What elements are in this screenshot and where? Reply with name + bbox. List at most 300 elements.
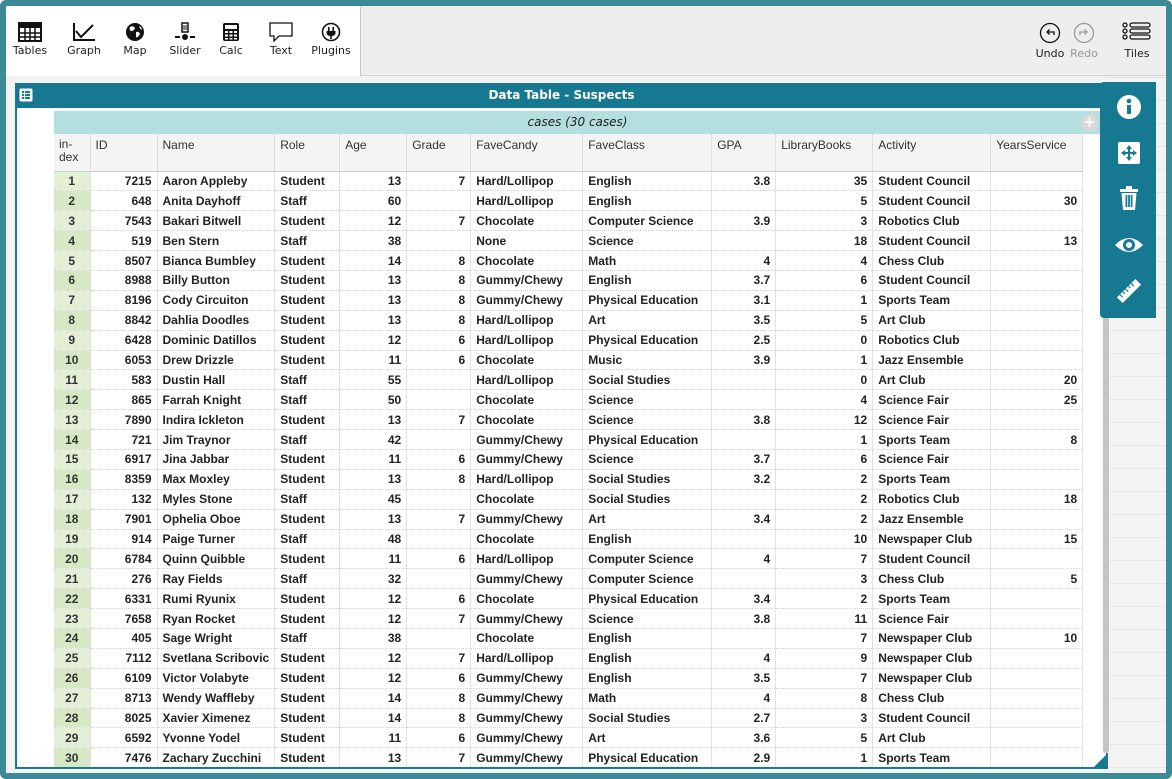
table-cell[interactable]: Math — [583, 251, 712, 271]
table-cell[interactable]: Jazz Ensemble — [873, 350, 991, 370]
table-cell[interactable]: Chocolate — [471, 251, 583, 271]
table-cell[interactable] — [991, 449, 1083, 469]
table-cell[interactable]: 30 — [991, 191, 1083, 211]
table-cell[interactable]: Student — [275, 290, 340, 310]
table-cell[interactable]: 7 — [776, 549, 873, 569]
table-cell[interactable]: Staff — [275, 628, 340, 648]
table-cell[interactable] — [991, 728, 1083, 748]
table-cell[interactable]: 7901 — [90, 509, 157, 529]
table-cell[interactable]: Music — [583, 350, 712, 370]
table-cell[interactable]: Ophelia Oboe — [157, 509, 275, 529]
table-cell[interactable]: Gummy/Chewy — [471, 748, 583, 767]
table-cell[interactable]: 0 — [776, 330, 873, 350]
table-cell[interactable]: 865 — [90, 390, 157, 410]
table-cell[interactable]: 6053 — [90, 350, 157, 370]
redo-button[interactable] — [1068, 22, 1100, 60]
table-cell[interactable]: Wendy Waffleby — [157, 688, 275, 708]
table-cell[interactable]: 18 — [776, 231, 873, 251]
table-cell[interactable]: Ray Fields — [157, 569, 275, 589]
table-cell[interactable]: Newspaper Club — [873, 529, 991, 549]
slider-tool-button[interactable] — [166, 22, 204, 72]
table-cell[interactable]: 7 — [776, 668, 873, 688]
table-row[interactable] — [54, 509, 1083, 529]
table-cell[interactable]: Physical Education — [583, 430, 712, 450]
table-cell[interactable]: Science — [583, 390, 712, 410]
table-cell[interactable]: Gummy/Chewy — [471, 708, 583, 728]
table-cell[interactable]: 3.5 — [712, 668, 776, 688]
table-row[interactable] — [54, 251, 1083, 271]
table-cell[interactable]: 6 — [407, 728, 471, 748]
table-cell[interactable]: 12 — [340, 609, 407, 629]
table-cell[interactable]: 12 — [340, 589, 407, 609]
column-header[interactable]: ID — [90, 134, 157, 171]
table-cell[interactable] — [991, 270, 1083, 290]
table-cell[interactable] — [407, 430, 471, 450]
table-cell[interactable]: 11 — [776, 609, 873, 629]
table-cell[interactable]: 12 — [776, 410, 873, 430]
table-cell[interactable]: 35 — [776, 171, 873, 191]
hide-show-button[interactable] — [1110, 226, 1148, 264]
column-header[interactable]: FaveClass — [583, 134, 712, 171]
table-cell[interactable]: Art Club — [873, 728, 991, 748]
table-cell[interactable] — [991, 171, 1083, 191]
table-cell[interactable]: Ryan Rocket — [157, 609, 275, 629]
table-cell[interactable]: 8713 — [90, 688, 157, 708]
table-cell[interactable]: None — [471, 231, 583, 251]
table-cell[interactable]: 8196 — [90, 290, 157, 310]
table-cell[interactable]: Jim Traynor — [157, 430, 275, 450]
table-cell[interactable]: Student — [275, 310, 340, 330]
table-cell[interactable] — [991, 748, 1083, 767]
table-cell[interactable]: Sports Team — [873, 430, 991, 450]
table-row[interactable] — [54, 728, 1083, 748]
table-cell[interactable]: Sports Team — [873, 290, 991, 310]
table-cell[interactable]: Sports Team — [873, 748, 991, 767]
table-cell[interactable]: 276 — [90, 569, 157, 589]
column-header[interactable]: Activity — [873, 134, 991, 171]
undo-button[interactable] — [1034, 22, 1066, 60]
table-row[interactable] — [54, 350, 1083, 370]
table-cell[interactable]: 50 — [340, 390, 407, 410]
table-cell[interactable]: 12 — [340, 668, 407, 688]
table-row[interactable] — [54, 609, 1083, 629]
table-row[interactable] — [54, 449, 1083, 469]
table-cell[interactable]: 6331 — [90, 589, 157, 609]
table-cell[interactable]: 13 — [340, 171, 407, 191]
table-cell[interactable]: 3.4 — [712, 589, 776, 609]
table-cell[interactable]: 15 — [991, 529, 1083, 549]
table-cell[interactable]: 7 — [407, 509, 471, 529]
table-cell[interactable] — [991, 509, 1083, 529]
table-cell[interactable]: 7543 — [90, 211, 157, 231]
table-cell[interactable]: 11 — [340, 728, 407, 748]
table-cell[interactable] — [991, 290, 1083, 310]
table-cell[interactable]: Hard/Lollipop — [471, 549, 583, 569]
table-cell[interactable]: Dominic Datillos — [157, 330, 275, 350]
table-cell[interactable] — [407, 370, 471, 390]
table-cell[interactable]: Hard/Lollipop — [471, 171, 583, 191]
table-cell[interactable]: Chocolate — [471, 211, 583, 231]
table-cell[interactable]: English — [583, 171, 712, 191]
table-row[interactable] — [54, 688, 1083, 708]
column-header[interactable]: Age — [340, 134, 407, 171]
table-cell[interactable]: Sports Team — [873, 469, 991, 489]
table-row[interactable] — [54, 489, 1083, 509]
table-cell[interactable]: 5 — [776, 310, 873, 330]
table-cell[interactable]: Gummy/Chewy — [471, 290, 583, 310]
table-cell[interactable]: 7215 — [90, 171, 157, 191]
table-cell[interactable]: Student — [275, 251, 340, 271]
table-cell[interactable]: Student — [275, 469, 340, 489]
table-cell[interactable]: Staff — [275, 569, 340, 589]
table-cell[interactable]: Hard/Lollipop — [471, 370, 583, 390]
table-cell[interactable]: 6 — [407, 549, 471, 569]
table-cell[interactable]: 3.8 — [712, 609, 776, 629]
table-cell[interactable]: 2.9 — [712, 748, 776, 767]
table-cell[interactable] — [991, 330, 1083, 350]
table-cell[interactable]: 7 — [407, 648, 471, 668]
table-cell[interactable]: Student — [275, 171, 340, 191]
table-cell[interactable]: 6 — [776, 270, 873, 290]
table-cell[interactable]: Student — [275, 609, 340, 629]
table-cell[interactable] — [991, 668, 1083, 688]
table-cell[interactable]: Physical Education — [583, 330, 712, 350]
table-cell[interactable]: Staff — [275, 390, 340, 410]
table-cell[interactable] — [991, 350, 1083, 370]
table-cell[interactable]: 25 — [991, 390, 1083, 410]
table-cell[interactable]: 38 — [340, 231, 407, 251]
table-cell[interactable]: Dustin Hall — [157, 370, 275, 390]
table-cell[interactable]: Art — [583, 509, 712, 529]
table-cell[interactable]: Robotics Club — [873, 330, 991, 350]
table-cell[interactable]: Gummy/Chewy — [471, 728, 583, 748]
rescale-button[interactable] — [1110, 134, 1148, 172]
table-cell[interactable]: Jina Jabbar — [157, 449, 275, 469]
table-cell[interactable] — [712, 191, 776, 211]
table-cell[interactable]: Student Council — [873, 231, 991, 251]
table-cell[interactable]: Gummy/Chewy — [471, 449, 583, 469]
table-cell[interactable]: Gummy/Chewy — [471, 270, 583, 290]
table-row[interactable] — [54, 171, 1083, 191]
table-cell[interactable]: Staff — [275, 191, 340, 211]
table-cell[interactable] — [991, 310, 1083, 330]
table-cell[interactable]: 3.4 — [712, 509, 776, 529]
table-cell[interactable]: 13 — [340, 748, 407, 767]
table-cell[interactable]: 648 — [90, 191, 157, 211]
table-cell[interactable]: 7476 — [90, 748, 157, 767]
table-cell[interactable]: Staff — [275, 430, 340, 450]
table-cell[interactable]: 6428 — [90, 330, 157, 350]
table-cell[interactable]: 8842 — [90, 310, 157, 330]
table-cell[interactable]: 2 — [776, 589, 873, 609]
table-cell[interactable]: Computer Science — [583, 211, 712, 231]
table-cell[interactable]: 11 — [340, 549, 407, 569]
table-cell[interactable]: 7 — [407, 748, 471, 767]
add-attribute-button[interactable]: + — [1081, 114, 1098, 131]
table-cell[interactable]: Art — [583, 310, 712, 330]
table-cell[interactable]: 7112 — [90, 648, 157, 668]
column-header[interactable]: LibraryBooks — [776, 134, 873, 171]
table-cell[interactable]: Chess Club — [873, 569, 991, 589]
table-cell[interactable]: Chocolate — [471, 390, 583, 410]
table-cell[interactable]: 42 — [340, 430, 407, 450]
data-table-tile[interactable] — [15, 83, 1108, 769]
table-cell[interactable]: Gummy/Chewy — [471, 569, 583, 589]
table-cell[interactable]: Hard/Lollipop — [471, 330, 583, 350]
table-cell[interactable]: Newspaper Club — [873, 628, 991, 648]
table-cell[interactable]: Quinn Quibble — [157, 549, 275, 569]
table-cell[interactable]: Physical Education — [583, 748, 712, 767]
table-cell[interactable]: 8 — [407, 310, 471, 330]
table-cell[interactable]: Hard/Lollipop — [471, 648, 583, 668]
table-cell[interactable]: 914 — [90, 529, 157, 549]
table-cell[interactable]: Cody Circuiton — [157, 290, 275, 310]
column-header[interactable]: GPA — [712, 134, 776, 171]
table-cell[interactable]: Science — [583, 609, 712, 629]
table-cell[interactable]: 6 — [776, 449, 873, 469]
table-cell[interactable]: English — [583, 191, 712, 211]
table-cell[interactable]: Student Council — [873, 270, 991, 290]
table-cell[interactable]: Chocolate — [471, 628, 583, 648]
column-header[interactable]: Grade — [407, 134, 471, 171]
table-cell[interactable]: Student Council — [873, 708, 991, 728]
table-cell[interactable]: 2.7 — [712, 708, 776, 728]
map-tool-button[interactable] — [118, 22, 152, 72]
table-cell[interactable] — [991, 251, 1083, 271]
table-cell[interactable]: 7 — [407, 609, 471, 629]
table-cell[interactable]: Ben Stern — [157, 231, 275, 251]
table-cell[interactable]: Social Studies — [583, 708, 712, 728]
table-cell[interactable]: 5 — [991, 569, 1083, 589]
table-cell[interactable]: 13 — [340, 310, 407, 330]
table-cell[interactable]: Student — [275, 211, 340, 231]
table-cell[interactable]: 4 — [712, 648, 776, 668]
table-row[interactable] — [54, 469, 1083, 489]
table-cell[interactable]: Robotics Club — [873, 211, 991, 231]
table-cell[interactable]: Chocolate — [471, 529, 583, 549]
table-cell[interactable]: 18 — [991, 489, 1083, 509]
table-cell[interactable]: Student — [275, 688, 340, 708]
table-cell[interactable]: 3.2 — [712, 469, 776, 489]
table-cell[interactable]: 7 — [407, 410, 471, 430]
table-cell[interactable]: 3.8 — [712, 410, 776, 430]
table-cell[interactable]: 12 — [340, 648, 407, 668]
table-cell[interactable]: Social Studies — [583, 469, 712, 489]
table-cell[interactable] — [991, 211, 1083, 231]
table-cell[interactable] — [712, 430, 776, 450]
table-cell[interactable]: Chess Club — [873, 251, 991, 271]
table-cell[interactable]: 6109 — [90, 668, 157, 688]
table-cell[interactable]: 3.9 — [712, 350, 776, 370]
table-cell[interactable]: 7 — [776, 628, 873, 648]
table-cell[interactable] — [712, 489, 776, 509]
table-cell[interactable]: 6 — [407, 330, 471, 350]
table-cell[interactable]: Hard/Lollipop — [471, 191, 583, 211]
table-cell[interactable]: Jazz Ensemble — [873, 509, 991, 529]
table-cell[interactable]: 13 — [340, 290, 407, 310]
table-cell[interactable]: Student — [275, 410, 340, 430]
table-cell[interactable] — [991, 410, 1083, 430]
table-cell[interactable] — [991, 648, 1083, 668]
table-cell[interactable]: Gummy/Chewy — [471, 509, 583, 529]
table-cell[interactable]: 3.7 — [712, 449, 776, 469]
table-cell[interactable]: 7658 — [90, 609, 157, 629]
table-cell[interactable]: Anita Dayhoff — [157, 191, 275, 211]
table-cell[interactable]: 7890 — [90, 410, 157, 430]
table-cell[interactable]: 6592 — [90, 728, 157, 748]
table-cell[interactable]: Student — [275, 708, 340, 728]
table-cell[interactable]: Chocolate — [471, 489, 583, 509]
table-cell[interactable]: 3.1 — [712, 290, 776, 310]
table-cell[interactable]: 721 — [90, 430, 157, 450]
table-cell[interactable]: 2 — [776, 489, 873, 509]
table-cell[interactable]: Gummy/Chewy — [471, 668, 583, 688]
table-cell[interactable]: 3.7 — [712, 270, 776, 290]
table-cell[interactable]: Chocolate — [471, 410, 583, 430]
table-cell[interactable]: 4 — [776, 251, 873, 271]
table-row[interactable] — [54, 410, 1083, 430]
table-cell[interactable]: 1 — [776, 350, 873, 370]
table-cell[interactable]: 2 — [776, 469, 873, 489]
table-cell[interactable]: 14 — [340, 251, 407, 271]
table-cell[interactable]: Computer Science — [583, 569, 712, 589]
table-cell[interactable]: English — [583, 529, 712, 549]
table-cell[interactable]: Physical Education — [583, 290, 712, 310]
table-cell[interactable] — [407, 529, 471, 549]
table-cell[interactable]: English — [583, 628, 712, 648]
table-cell[interactable] — [712, 529, 776, 549]
table-cell[interactable]: Staff — [275, 529, 340, 549]
table-cell[interactable]: Gummy/Chewy — [471, 609, 583, 629]
table-cell[interactable]: 4 — [712, 688, 776, 708]
column-header[interactable]: YearsService — [991, 134, 1083, 171]
table-row[interactable] — [54, 390, 1083, 410]
table-cell[interactable]: Hard/Lollipop — [471, 469, 583, 489]
table-cell[interactable]: 1 — [776, 290, 873, 310]
tiles-button[interactable] — [1120, 22, 1154, 60]
table-row[interactable] — [54, 290, 1083, 310]
table-cell[interactable]: Social Studies — [583, 489, 712, 509]
ruler-button[interactable] — [1110, 272, 1148, 310]
table-cell[interactable] — [712, 231, 776, 251]
table-cell[interactable]: Sports Team — [873, 589, 991, 609]
table-cell[interactable]: 8 — [407, 290, 471, 310]
table-cell[interactable]: Computer Science — [583, 549, 712, 569]
table-cell[interactable]: Art — [583, 728, 712, 748]
table-cell[interactable]: 4 — [776, 390, 873, 410]
table-cell[interactable]: 13 — [340, 410, 407, 430]
table-cell[interactable]: 4 — [712, 549, 776, 569]
table-cell[interactable]: 8 — [407, 270, 471, 290]
table-cell[interactable]: Student — [275, 449, 340, 469]
table-cell[interactable]: Dahlia Doodles — [157, 310, 275, 330]
table-cell[interactable]: 0 — [776, 370, 873, 390]
table-cell[interactable]: Gummy/Chewy — [471, 430, 583, 450]
table-cell[interactable]: 5 — [776, 728, 873, 748]
table-cell[interactable]: 14 — [340, 688, 407, 708]
table-cell[interactable]: Zachary Zucchini — [157, 748, 275, 767]
table-cell[interactable]: 6 — [407, 350, 471, 370]
table-cell[interactable]: 405 — [90, 628, 157, 648]
table-cell[interactable] — [991, 469, 1083, 489]
table-cell[interactable]: Max Moxley — [157, 469, 275, 489]
table-cell[interactable]: English — [583, 270, 712, 290]
table-cell[interactable]: Chocolate — [471, 350, 583, 370]
table-cell[interactable]: 8025 — [90, 708, 157, 728]
table-cell[interactable]: Myles Stone — [157, 489, 275, 509]
column-header[interactable]: Role — [275, 134, 340, 171]
table-cell[interactable]: Sage Wright — [157, 628, 275, 648]
table-row[interactable] — [54, 569, 1083, 589]
table-cell[interactable]: 2.5 — [712, 330, 776, 350]
table-cell[interactable]: Student — [275, 728, 340, 748]
table-cell[interactable]: 3 — [776, 211, 873, 231]
table-cell[interactable]: Student Council — [873, 191, 991, 211]
table-cell[interactable] — [407, 191, 471, 211]
table-cell[interactable] — [407, 390, 471, 410]
table-cell[interactable] — [407, 569, 471, 589]
table-row[interactable] — [54, 231, 1083, 251]
table-cell[interactable]: 3 — [776, 708, 873, 728]
table-cell[interactable]: 2 — [776, 509, 873, 529]
table-cell[interactable]: 13 — [340, 509, 407, 529]
table-cell[interactable]: Science — [583, 449, 712, 469]
table-cell[interactable]: Gummy/Chewy — [471, 688, 583, 708]
table-row[interactable] — [54, 549, 1083, 569]
table-cell[interactable] — [407, 489, 471, 509]
table-cell[interactable]: Staff — [275, 370, 340, 390]
table-cell[interactable]: 6 — [407, 589, 471, 609]
table-row[interactable] — [54, 628, 1083, 648]
table-cell[interactable]: 3.6 — [712, 728, 776, 748]
table-cell[interactable]: Aaron Appleby — [157, 171, 275, 191]
table-cell[interactable]: 9 — [776, 648, 873, 668]
table-cell[interactable]: 3.8 — [712, 171, 776, 191]
column-header[interactable]: FaveCandy — [471, 134, 583, 171]
table-row[interactable] — [54, 330, 1083, 350]
tile-title-bar[interactable] — [15, 83, 1108, 108]
table-cell[interactable]: 38 — [340, 628, 407, 648]
table-cell[interactable]: 6 — [407, 668, 471, 688]
table-row[interactable] — [54, 310, 1083, 330]
table-cell[interactable]: Student — [275, 668, 340, 688]
table-row[interactable] — [54, 648, 1083, 668]
table-cell[interactable]: Chocolate — [471, 589, 583, 609]
table-cell[interactable]: Hard/Lollipop — [471, 310, 583, 330]
table-cell[interactable]: 6 — [407, 449, 471, 469]
table-cell[interactable]: Science — [583, 410, 712, 430]
table-cell[interactable]: 14 — [340, 708, 407, 728]
table-cell[interactable]: 1 — [776, 748, 873, 767]
table-cell[interactable] — [991, 549, 1083, 569]
table-row[interactable] — [54, 270, 1083, 290]
table-cell[interactable]: Newspaper Club — [873, 668, 991, 688]
graph-tool-button[interactable] — [64, 22, 104, 72]
table-row[interactable] — [54, 589, 1083, 609]
table-cell[interactable]: Student Council — [873, 171, 991, 191]
table-cell[interactable]: 6784 — [90, 549, 157, 569]
table-cell[interactable]: Drew Drizzle — [157, 350, 275, 370]
table-cell[interactable]: Indira Ickleton — [157, 410, 275, 430]
table-cell[interactable]: Staff — [275, 489, 340, 509]
table-row[interactable] — [54, 748, 1083, 767]
table-cell[interactable]: 13 — [340, 270, 407, 290]
table-cell[interactable]: 8 — [776, 688, 873, 708]
table-cell[interactable]: 6917 — [90, 449, 157, 469]
table-cell[interactable]: Physical Education — [583, 589, 712, 609]
table-cell[interactable]: 8 — [991, 430, 1083, 450]
table-cell[interactable]: Art Club — [873, 370, 991, 390]
